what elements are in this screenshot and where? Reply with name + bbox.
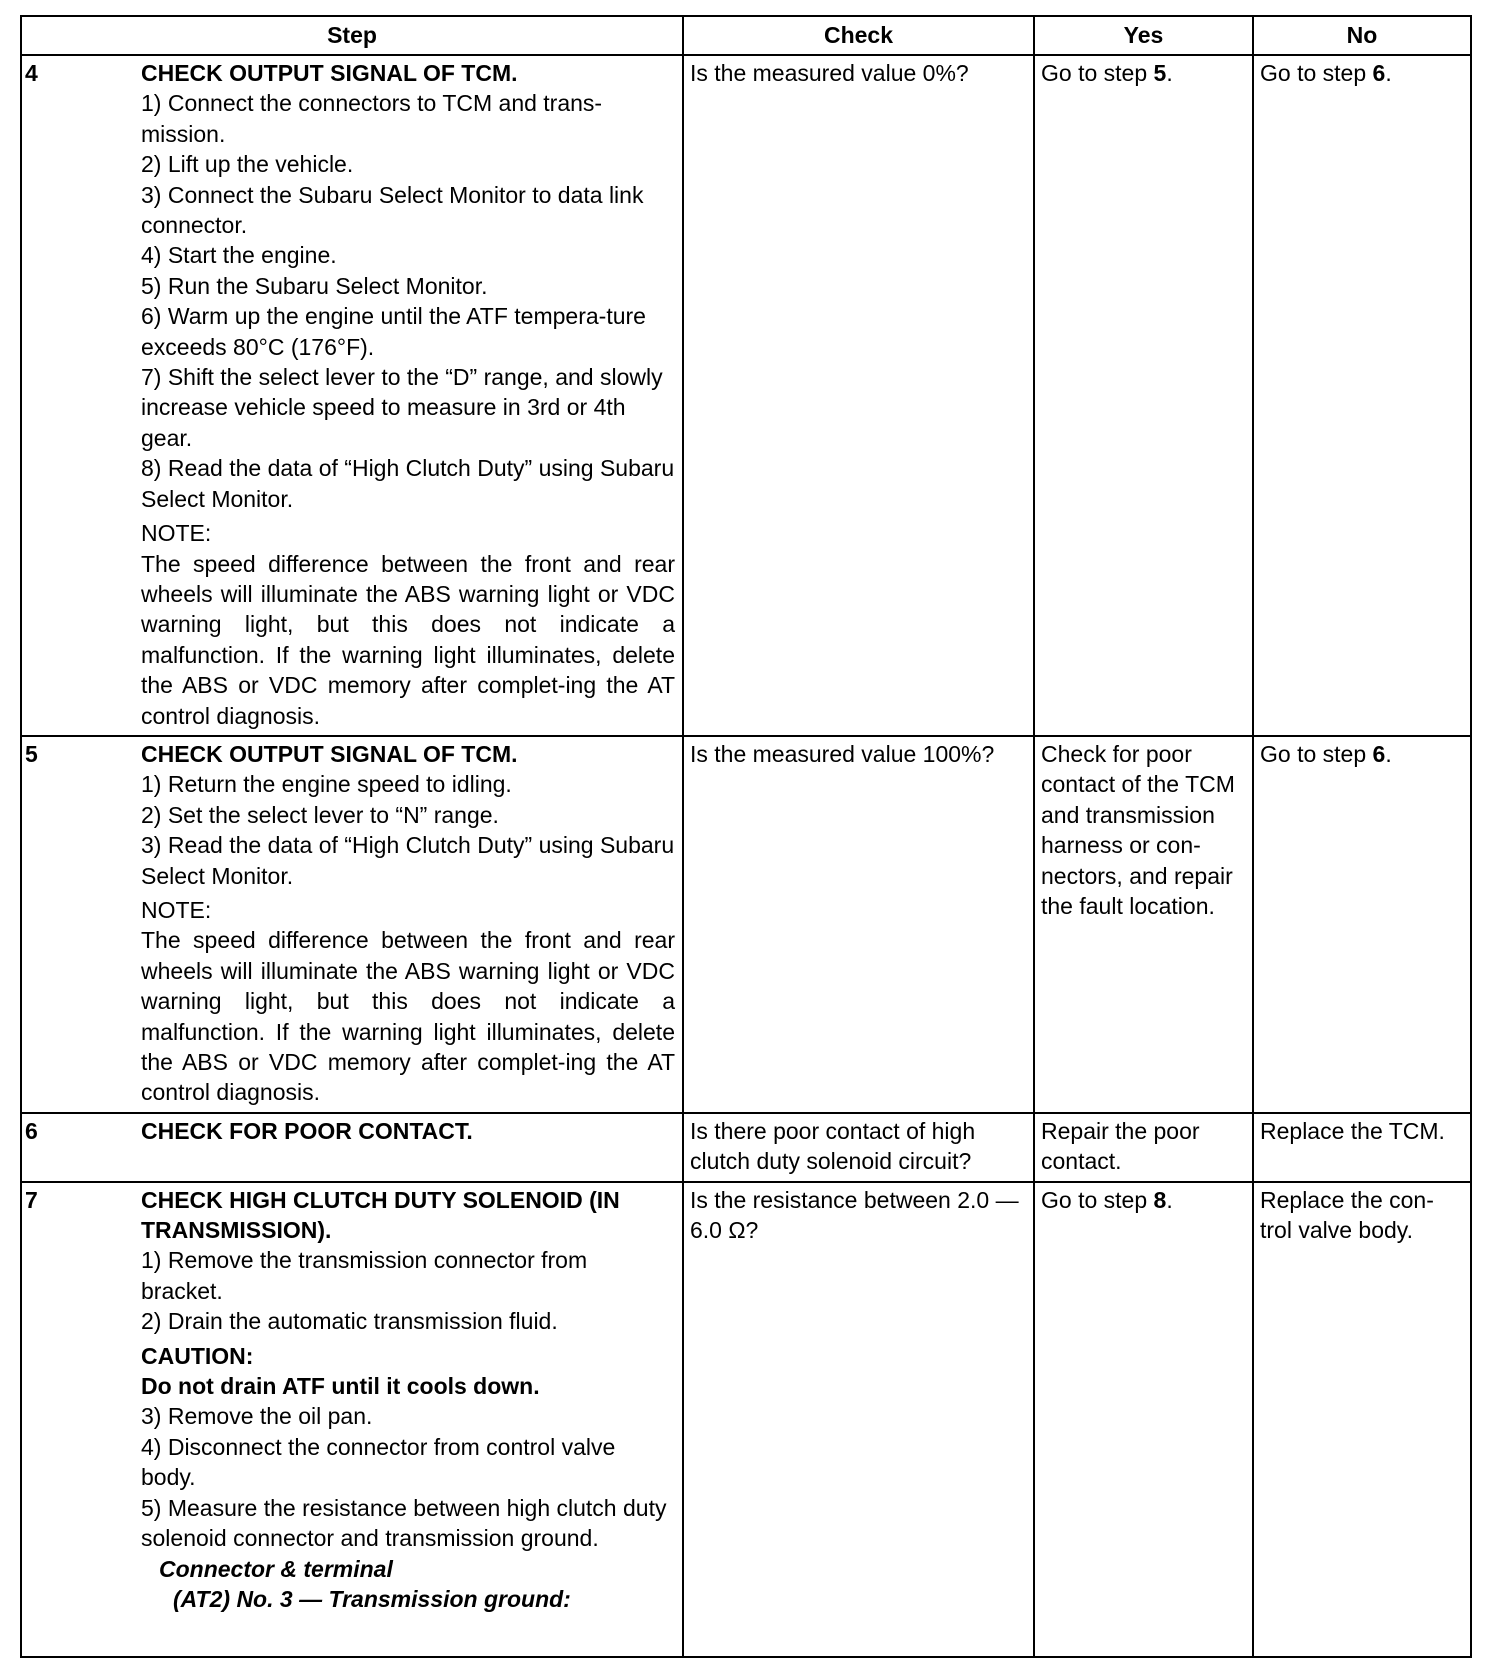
procedure-item: 3) Connect the Subaru Select Monitor to data link connector. <box>141 181 644 239</box>
procedure-item: 1) Return the engine speed to idling. <box>141 771 512 798</box>
header-check: Check <box>683 16 1034 55</box>
table-header-row <box>21 16 1471 55</box>
note-label: NOTE: <box>141 520 212 547</box>
step-number: 5 <box>21 736 136 1113</box>
no-action: Go to step 6. <box>1253 55 1471 736</box>
connector-label: Connector & terminal <box>159 1555 393 1582</box>
procedure-item: 1) Connect the connectors to TCM and trans-mission. <box>141 90 603 147</box>
step-number: 7 <box>21 1182 136 1657</box>
check-question: Is the measured value 100%? <box>683 736 1034 1113</box>
no-step-ref: 6 <box>1372 740 1386 767</box>
check-question: Is there poor contact of high clutch duty solenoid circuit? <box>683 1113 1034 1182</box>
no-step-ref: 6 <box>1372 60 1386 86</box>
no-action: Replace the con-trol valve body. <box>1253 1182 1471 1657</box>
procedure-item: 4) Start the engine. <box>141 242 337 269</box>
procedure-item: 3) Read the data of “High Clutch Duty” using Subaru Select Monitor. <box>141 832 675 889</box>
procedure-item: 4) Disconnect the connector from control valve body. <box>141 1433 616 1491</box>
table-row-step-7 <box>21 1182 1471 1657</box>
procedure-item: 6) Warm up the engine until the ATF tempera-ture exceeds 80°C (176°F). <box>141 303 646 360</box>
connector-value: (AT2) No. 3 — Transmission ground: <box>173 1585 571 1612</box>
procedure-item: 2) Lift up the vehicle. <box>141 151 354 178</box>
procedure-item: 2) Drain the automatic transmission fluid. <box>141 1308 558 1335</box>
header-no: No <box>1253 16 1471 55</box>
step-instructions <box>136 55 683 736</box>
step-title: CHECK OUTPUT SIGNAL OF TCM. <box>141 60 518 86</box>
yes-prefix: Go to step <box>1041 60 1154 86</box>
procedure-item: 8) Read the data of “High Clutch Duty” using Subaru Select Monitor. <box>141 455 675 512</box>
check-question: Is the resistance between 2.0 — 6.0 Ω? <box>683 1182 1034 1657</box>
note-text: The speed difference between the front and rear wheels will illuminate the ABS warning light or VDC warning light, but this does not indicate a malfunction. If the warning light illuminates, delete the ABS or VDC memory after complet-ing the AT control diagnosis. <box>141 550 675 729</box>
step-title: CHECK HIGH CLUTCH DUTY SOLENOID (IN TRANSMISSION). <box>141 1186 620 1244</box>
procedure-item: 1) Remove the transmission connector from bracket. <box>141 1247 588 1304</box>
yes-prefix: Go to step <box>1041 1186 1154 1213</box>
step-instructions <box>136 736 683 1113</box>
check-question: Is the measured value 0%? <box>683 55 1034 736</box>
yes-step-ref: 5 <box>1153 60 1167 86</box>
procedure-table <box>20 15 1472 1658</box>
no-prefix: Go to step <box>1260 60 1373 86</box>
table-row-step-4 <box>21 55 1471 736</box>
step-instructions <box>136 1182 683 1657</box>
yes-action: Check for poor contact of the TCM and transmission harness or con-nectors, and repair the fault location. <box>1034 736 1253 1113</box>
procedure-item: 5) Measure the resistance between high clutch duty solenoid connector and transmission ground. <box>141 1494 667 1552</box>
no-action: Replace the TCM. <box>1253 1113 1471 1182</box>
no-action: Go to step 6. <box>1253 736 1471 1113</box>
yes-action: Repair the poor contact. <box>1034 1113 1253 1182</box>
note-text: The speed difference between the front and rear wheels will illuminate the ABS warning light or VDC warning light, but this does not indicate a malfunction. If the warning light illuminates, delete the ABS or VDC memory after complet-ing the AT control diagnosis. <box>141 927 675 1106</box>
step-title: CHECK OUTPUT SIGNAL OF TCM. <box>141 740 518 767</box>
table-row-step-6 <box>21 1113 1471 1182</box>
procedure-item: 2) Set the select lever to “N” range. <box>141 801 499 828</box>
procedure-item: 3) Remove the oil pan. <box>141 1403 373 1430</box>
diagnostic-procedure-table <box>20 15 1456 1658</box>
procedure-item: 5) Run the Subaru Select Monitor. <box>141 272 488 299</box>
step-number: 4 <box>21 55 136 736</box>
step-title: CHECK FOR POOR CONTACT. <box>141 1117 473 1144</box>
header-yes: Yes <box>1034 16 1253 55</box>
yes-action: Go to step 5. <box>1034 55 1253 736</box>
yes-action: Go to step 8. <box>1034 1182 1253 1657</box>
header-step: Step <box>21 16 683 55</box>
note-label: NOTE: <box>141 896 212 923</box>
yes-step-ref: 8 <box>1153 1186 1167 1213</box>
table-row-step-5 <box>21 736 1471 1113</box>
no-prefix: Go to step <box>1260 740 1373 767</box>
step-number: 6 <box>21 1113 136 1182</box>
step-instructions <box>136 1113 683 1182</box>
caution-text: Do not drain ATF until it cools down. <box>141 1373 540 1400</box>
procedure-item: 7) Shift the select lever to the “D” range, and slowly increase vehicle speed to measure in 3rd or 4th gear. <box>141 364 663 451</box>
caution-label: CAUTION: <box>141 1342 254 1369</box>
